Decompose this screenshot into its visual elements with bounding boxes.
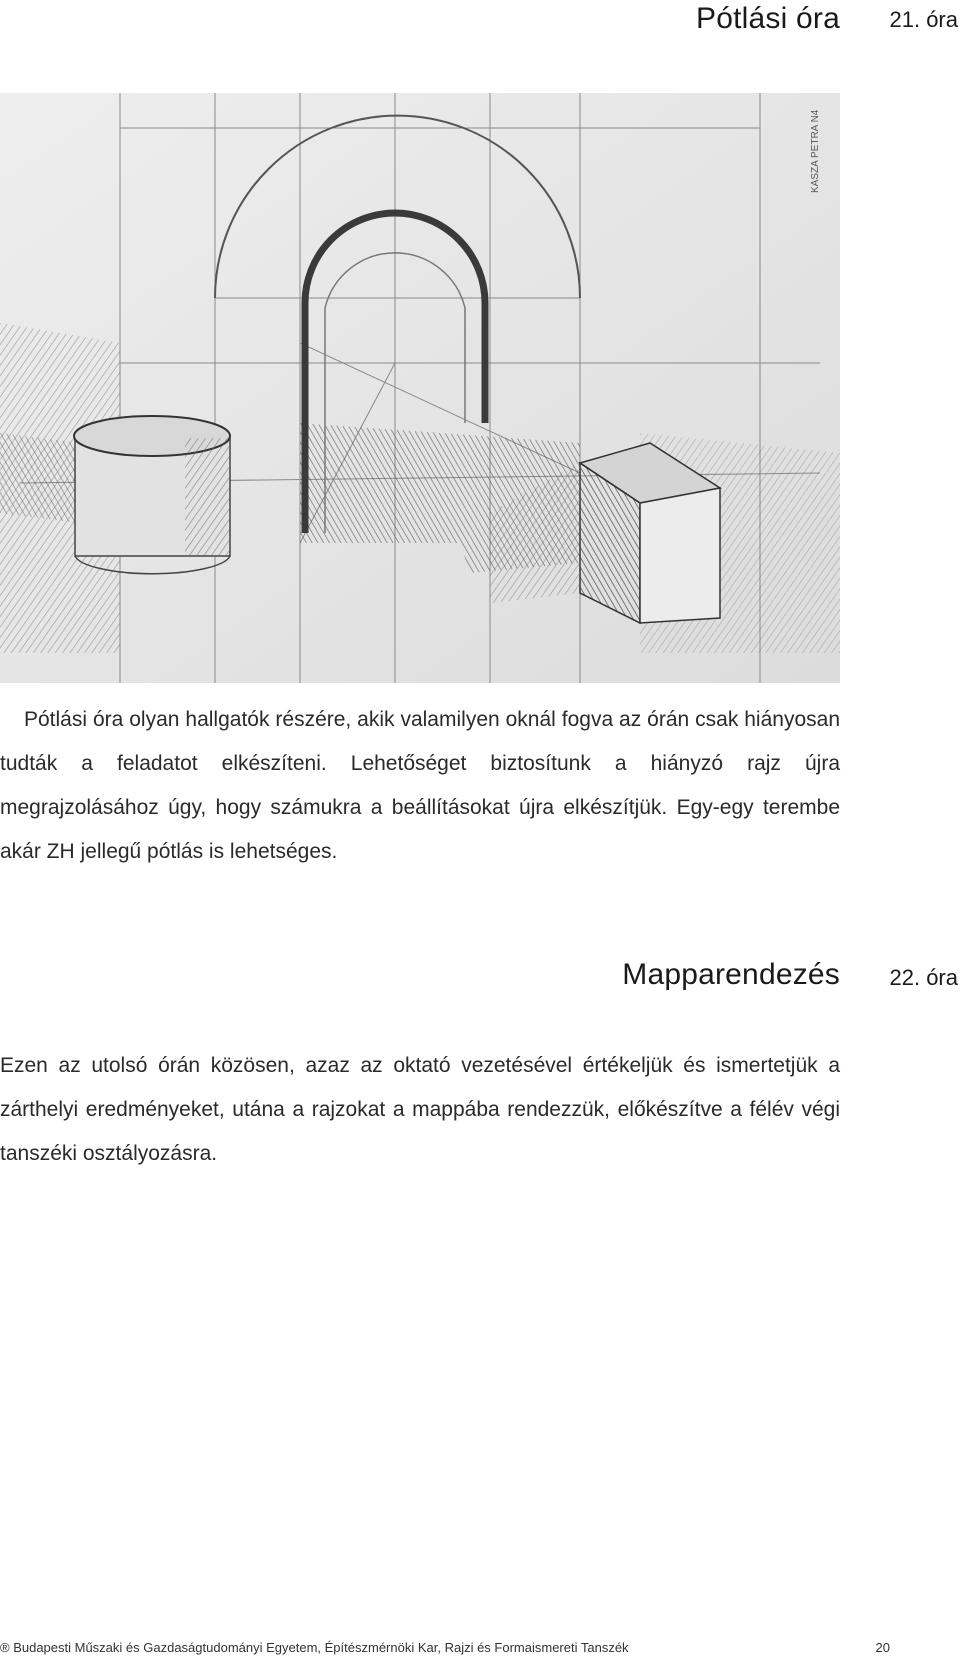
pencil-drawing-figure	[0, 93, 840, 683]
arch-drawing-illustration	[0, 93, 840, 683]
section-title: Pótlási óra	[696, 2, 840, 35]
section-paragraph: Ezen az utolsó órán közösen, azaz az oktató vezetésével értékeljük és ismertetjük a zárthelyi eredményeket, utána a rajzokat a mappába rendezzük, előkészítve a félév végi tanszéki osztályozásra.	[0, 1054, 840, 1165]
section-number: 22. óra	[889, 965, 958, 990]
page-header	[0, 0, 960, 40]
section-paragraph: Pótlási óra olyan hallgatók részére, akik valamilyen oknál fogva az órán csak hiányosan tudták a feladatot elkészíteni. Lehetőséget biztosítunk a hiányzó rajz újra megrajzolásához úgy, hogy számukra a beállításokat újra elkészítjük. Egy-egy terembe akár ZH jellegű pótlás is lehetséges.	[0, 708, 840, 863]
footer-institution: ® Budapesti Műszaki és Gazdaságtudományi Egyetem, Építészmérnöki Kar, Rajzi és Formaismereti Tanszék	[0, 1640, 629, 1655]
section-number: 21. óra	[889, 7, 958, 32]
section-title: Mapparendezés	[622, 958, 840, 991]
page-number: 20	[875, 1640, 890, 1655]
artist-signature: KASZA PETRA N4	[810, 109, 821, 193]
